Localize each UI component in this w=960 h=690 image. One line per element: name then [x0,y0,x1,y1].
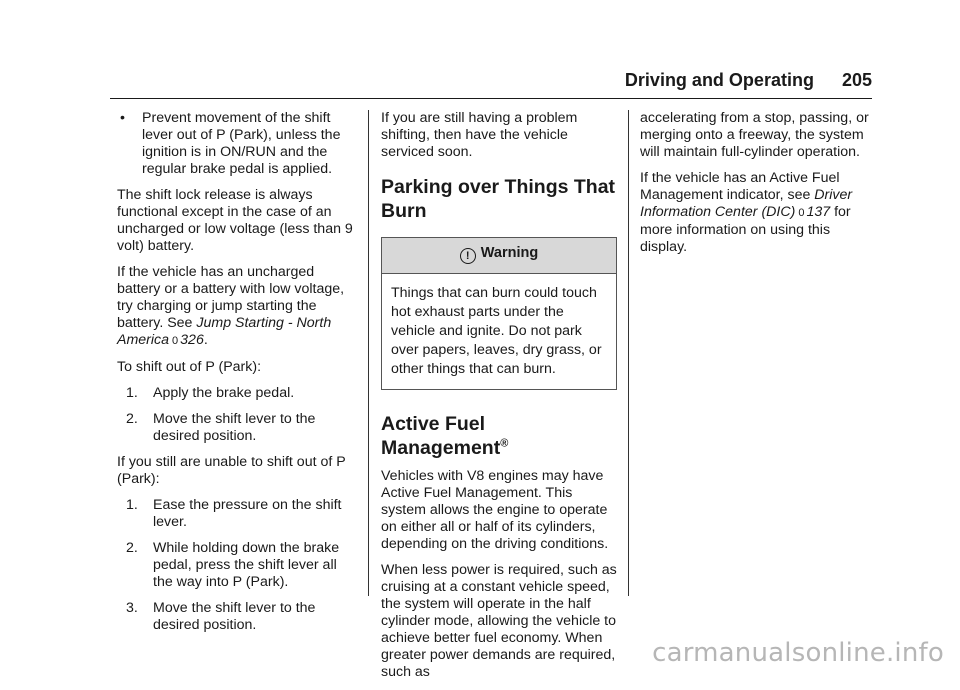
paragraph: Vehicles with V8 engines may have Active Fuel Management. This system allows the engine to operate on either all or half of its cylinders, depending on the driving conditions. [381,468,609,552]
paragraph: The shift lock release is always functional except in the case of an uncharged or low voltage (less than 9 volt) battery. [117,187,353,254]
section-heading-afm: Active Fuel Management® [381,413,509,459]
paragraph: accelerating from a stop, passing, or merging onto a freeway, the system will maintain full-cylinder operation. [640,110,869,160]
column-2 [381,110,617,690]
numbered-list-1 [117,385,357,445]
header-rule [110,98,872,99]
warning-title: Warning [480,245,539,261]
warning-body: Things that can burn could touch hot exhaust parts under the vehicle and ignite. Do not park over papers, leaves, dry grass, or other things that can burn. [391,285,602,377]
page-ref-arrow-icon: 0 [798,207,805,219]
page-number: 205 [841,70,872,90]
page-ref-number[interactable]: 326 [180,332,204,348]
warning-icon: ! [460,248,476,264]
list-item: 1. Apply the brake pedal. [126,385,295,401]
list-item: 1. Ease the pressure on the shift lever. [126,497,342,530]
numbered-list-2 [117,497,357,634]
watermark: carmanualsonline.info [652,638,944,668]
paragraph: If you are still having a problem shifting, then have the vehicle serviced soon. [381,110,578,160]
bullet-text: Prevent movement of the shift lever out of P (Park), unless the ignition is in ON/RUN and the regular brake pedal is applied. [142,110,341,177]
list-item: 2. While holding down the brake pedal, press the shift lever all the way into P (Park). [126,540,340,590]
paragraph: If the vehicle has an Active Fuel Management indicator, see Driver Information Center (DIC) 0 137 for more information on using this display. [640,170,853,255]
page-ref-arrow-icon: 0 [172,335,179,347]
paragraph: To shift out of P (Park): [117,359,262,375]
paragraph: When less power is required, such as cruising at a constant vehicle speed, the system will operate in the half cylinder mode, allowing the vehicle to achieve better fuel economy. When greater power demands are required, such as [381,562,617,680]
bullet-icon: • [120,110,125,126]
section-heading-parking: Parking over Things That Burn [381,176,616,222]
list-item: 3. Move the shift lever to the desired position. [126,600,316,633]
warning-header [382,238,616,274]
paragraph: If the vehicle has an uncharged battery or a battery with low voltage, try charging or jump starting the battery. See Jump Starting - North America 0 326. [117,264,345,348]
cross-reference-link[interactable]: Jump Starting - North America [117,315,332,348]
registered-mark: ® [500,437,509,450]
paragraph: If you still are unable to shift out of P (Park): [117,454,346,487]
list-item: 2. Move the shift lever to the desired position. [126,411,316,444]
page-ref-number[interactable]: 137 [806,204,831,220]
section-title: Driving and Operating [624,70,814,90]
column-3 [640,110,872,265]
page-header [625,70,872,91]
bullet-item [117,110,357,178]
column-1 [117,110,357,643]
column-divider-1 [368,110,369,596]
cross-reference-link[interactable]: Driver Information Center (DIC) [640,187,853,220]
warning-box [381,237,617,390]
column-divider-2 [628,110,629,596]
